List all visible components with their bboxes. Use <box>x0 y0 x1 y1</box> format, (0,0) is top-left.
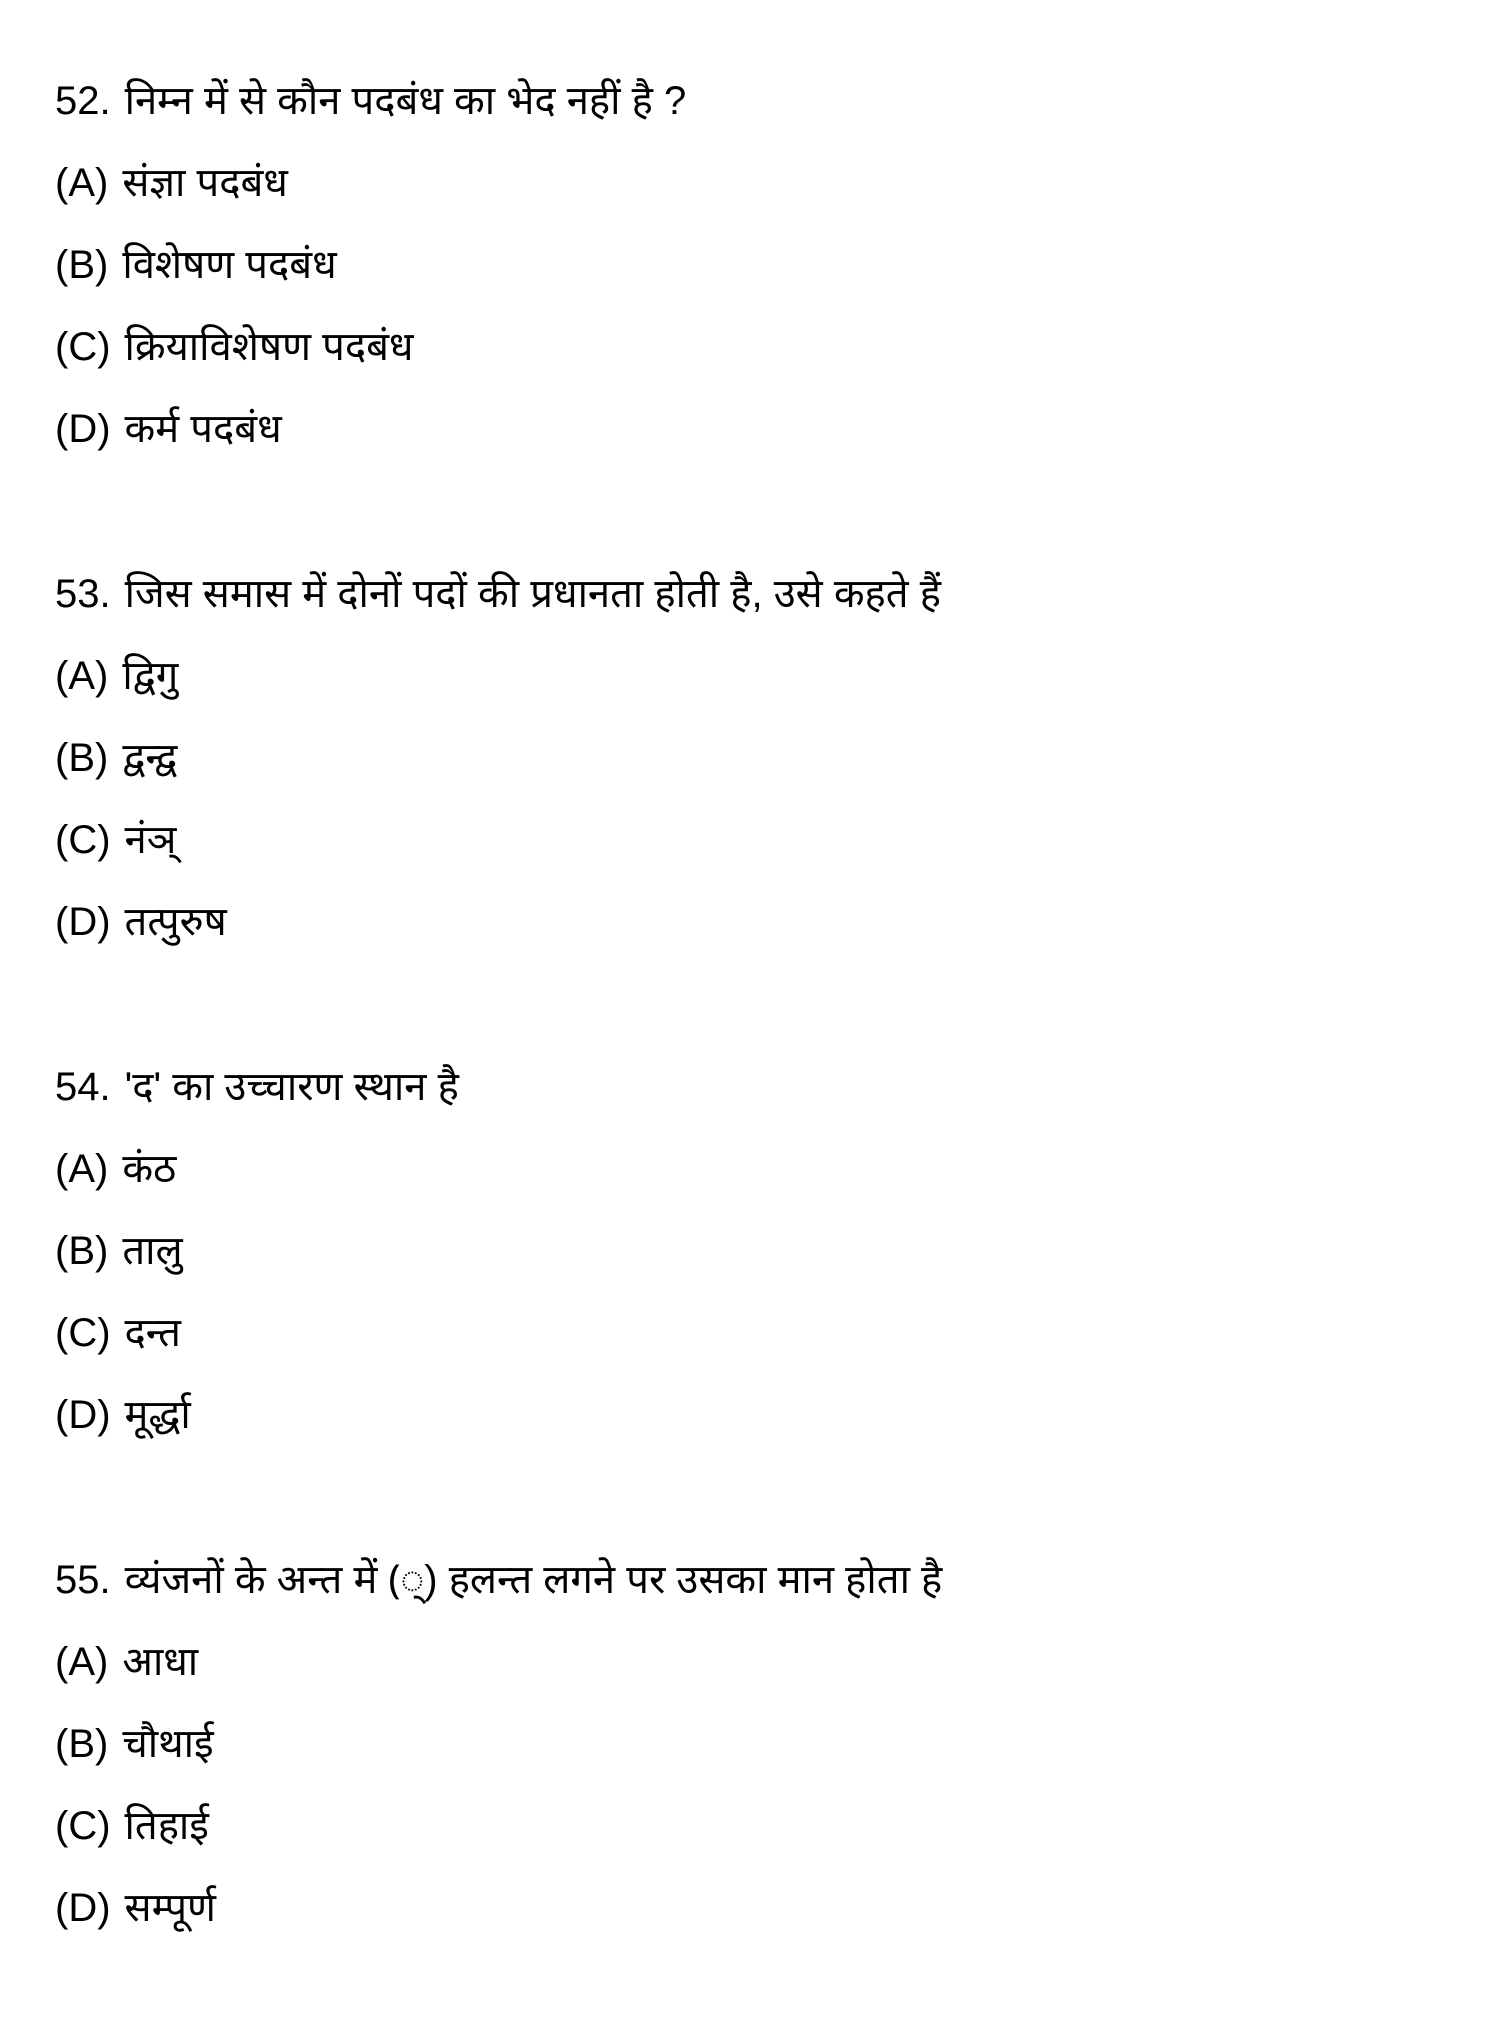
question-text: जिस समास में दोनों पदों की प्रधानता होती है, उसे कहते हैं <box>124 572 941 616</box>
question-text: निम्न में से कौन पदबंध का भेद नहीं है ? <box>124 79 687 123</box>
option-label: (B) <box>55 243 109 287</box>
question-number: 53. <box>55 572 111 616</box>
question-52 <box>55 72 1455 482</box>
question-number: 55. <box>55 1558 111 1602</box>
option-b <box>55 1222 1455 1304</box>
option-label: (D) <box>55 1393 111 1437</box>
question-number: 52. <box>55 79 111 123</box>
option-label: (B) <box>55 1229 109 1273</box>
option-label: (D) <box>55 1886 111 1930</box>
option-a <box>55 154 1455 236</box>
option-label: (A) <box>55 1640 109 1684</box>
option-d <box>55 400 1455 482</box>
option-text: सम्पूर्ण <box>124 1886 216 1930</box>
question-stem <box>55 565 1455 647</box>
question-number: 54. <box>55 1065 111 1109</box>
option-text: कर्म पदबंध <box>124 407 282 451</box>
option-text: संज्ञा पदबंध <box>122 161 288 205</box>
option-text: दन्त <box>124 1311 181 1355</box>
option-text: क्रियाविशेषण पदबंध <box>124 325 414 369</box>
option-label: (A) <box>55 1147 109 1191</box>
option-text: नंञ् <box>124 818 177 862</box>
option-label: (A) <box>55 654 109 698</box>
option-text: तिहाई <box>124 1804 209 1848</box>
option-c <box>55 1797 1455 1879</box>
option-text: आधा <box>122 1640 199 1684</box>
option-label: (D) <box>55 900 111 944</box>
question-54 <box>55 1058 1455 1468</box>
option-b <box>55 1715 1455 1797</box>
option-label: (C) <box>55 1804 111 1848</box>
option-d <box>55 1879 1455 1961</box>
option-text: तालु <box>122 1229 183 1273</box>
option-text: चौथाई <box>122 1722 214 1766</box>
option-label: (B) <box>55 736 109 780</box>
option-c <box>55 1304 1455 1386</box>
option-label: (C) <box>55 818 111 862</box>
option-b <box>55 729 1455 811</box>
option-c <box>55 811 1455 893</box>
option-text: मूर्द्धा <box>124 1393 191 1437</box>
option-d <box>55 893 1455 975</box>
option-b <box>55 236 1455 318</box>
option-text: तत्पुरुष <box>124 900 227 944</box>
question-stem <box>55 72 1455 154</box>
option-d <box>55 1386 1455 1468</box>
option-label: (D) <box>55 407 111 451</box>
option-a <box>55 1140 1455 1222</box>
option-text: द्विगु <box>122 654 179 698</box>
option-text: विशेषण पदबंध <box>122 243 337 287</box>
question-text: 'द' का उच्चारण स्थान है <box>124 1065 459 1109</box>
question-stem <box>55 1058 1455 1140</box>
question-53 <box>55 565 1455 975</box>
option-text: द्वन्द्व <box>122 736 178 780</box>
option-a <box>55 1633 1455 1715</box>
question-text: व्यंजनों के अन्त में (्) हलन्त लगने पर उसका मान होता है <box>124 1558 943 1602</box>
question-55 <box>55 1551 1455 1961</box>
option-label: (C) <box>55 325 111 369</box>
option-a <box>55 647 1455 729</box>
option-text: कंठ <box>122 1147 177 1191</box>
option-label: (C) <box>55 1311 111 1355</box>
option-c <box>55 318 1455 400</box>
question-stem <box>55 1551 1455 1633</box>
option-label: (B) <box>55 1722 109 1766</box>
option-label: (A) <box>55 161 109 205</box>
